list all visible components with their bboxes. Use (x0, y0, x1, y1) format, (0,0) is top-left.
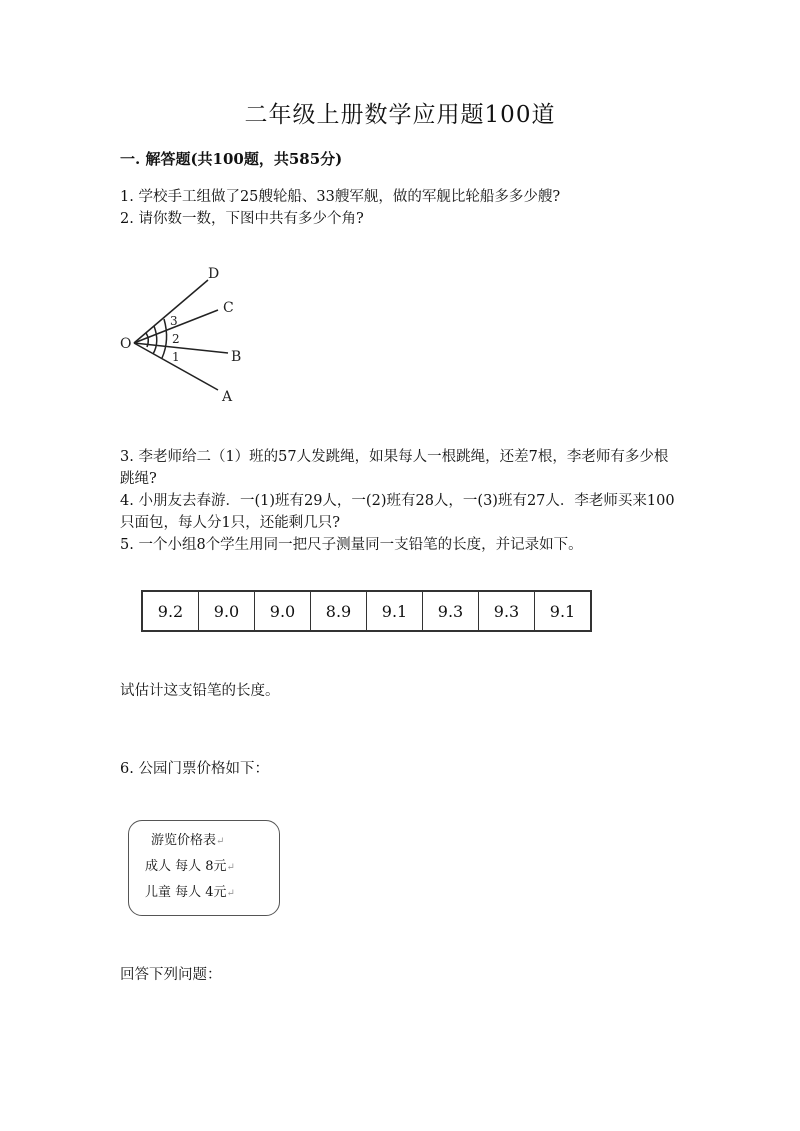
table-cell: 9.1 (535, 591, 592, 631)
table-cell: 9.1 (367, 591, 423, 631)
price-row-adult: 成人 每人 8元↵ (145, 859, 235, 874)
table-row (142, 591, 591, 631)
angle-arc-middle (153, 326, 157, 354)
label-d: D (208, 266, 220, 282)
label-b: B (231, 349, 242, 365)
question-6-followup: 回答下列问题： (120, 967, 222, 983)
question-3: 3. 李老师给二（1）班的57人发跳绳，如果每人一根跳绳，还差7根，李老师有多少根跳绳? (120, 449, 669, 487)
table-cell: 9.3 (423, 591, 479, 631)
angle-number-1: 1 (172, 350, 180, 364)
table-cell: 9.3 (479, 591, 535, 631)
label-o: O (120, 336, 132, 352)
table-cell: 8.9 (311, 591, 367, 631)
question-4: 4. 小朋友去春游．一(1)班有29人，一(2)班有28人，一(3)班有27人．李老师买来100只面包，每人分1只，还能剩几只? (120, 493, 675, 531)
section-heading: 一. 解答题(共100题，共585分) (120, 150, 343, 168)
angle-number-3: 3 (170, 314, 178, 328)
question-1: 1. 学校手工组做了25艘轮船、33艘军舰，做的军舰比轮船多多少艘? (120, 189, 561, 205)
price-table-heading: 游览价格表↵ (151, 833, 225, 848)
document-title: 二年级上册数学应用题100道 (244, 102, 556, 128)
measurement-table (141, 590, 592, 632)
table-cell: 9.0 (255, 591, 311, 631)
angle-number-2: 2 (172, 332, 180, 346)
angle-diagram (112, 260, 262, 410)
price-table-box (128, 820, 280, 916)
question-5-followup: 试估计这支铅笔的长度。 (120, 683, 280, 699)
question-2: 2. 请你数一数，下图中共有多少个角? (120, 211, 364, 227)
angle-arc-outer (162, 319, 167, 358)
label-c: C (223, 300, 234, 316)
ray-d (134, 280, 208, 343)
question-5: 5. 一个小组8个学生用同一把尺子测量同一支铅笔的长度，并记录如下。 (120, 537, 583, 553)
table-cell: 9.0 (199, 591, 255, 631)
table-cell: 9.2 (142, 591, 199, 631)
question-6: 6. 公园门票价格如下： (120, 761, 269, 777)
label-a: A (222, 389, 233, 405)
price-row-child: 儿童 每人 4元↵ (145, 885, 235, 900)
